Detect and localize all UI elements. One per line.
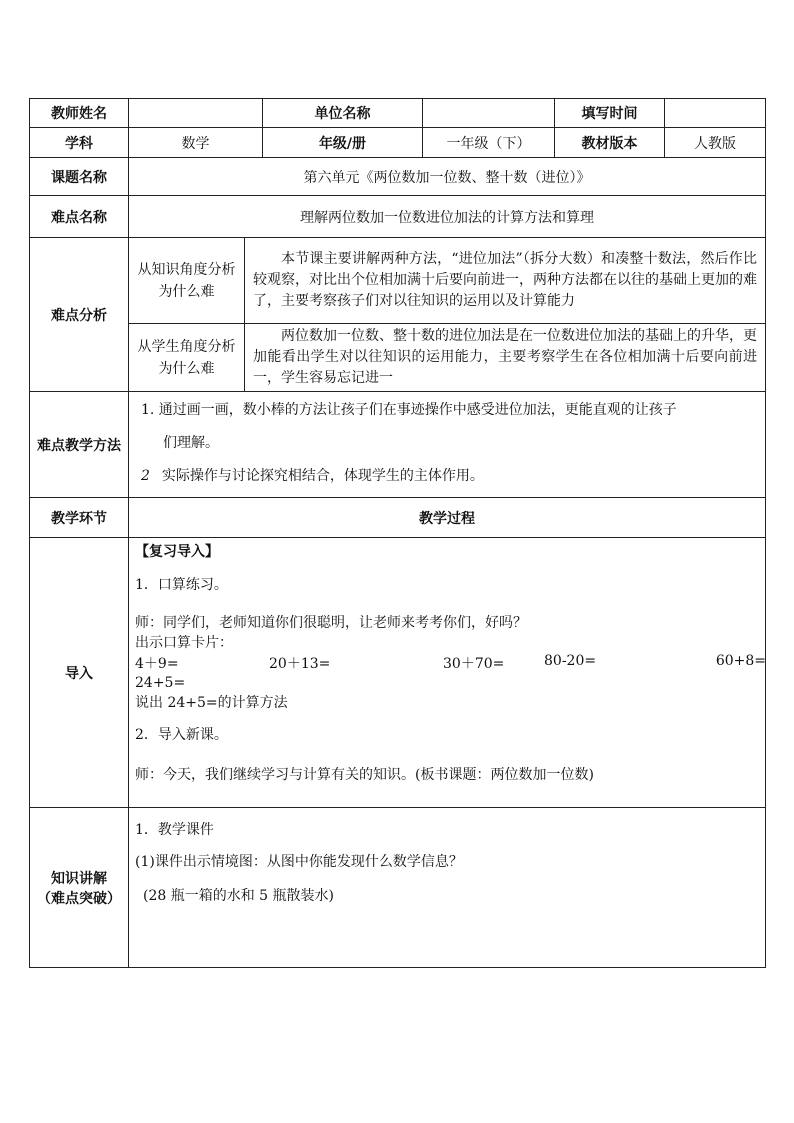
- intro-step-2: 2．导入新课。: [135, 727, 228, 743]
- intro-label: 导入: [30, 538, 129, 808]
- process-label: 教学过程: [129, 498, 766, 538]
- intro-teacher-line-2: 师：今天，我们继续学习与计算有关的知识。(板书课题：两位数加一位数): [135, 767, 594, 783]
- intro-explain-line: 说出 24+5=的计算方法: [135, 695, 288, 711]
- topic-row: [30, 158, 766, 196]
- student-angle-text: 两位数加一位数、整十数的进位加法是在一位数进位加法的基础上的升华，更加能看出学生对以往知识的运用能力，主要考察学生在各位相加满十后要向前进一，学生容易忘记进一: [245, 324, 766, 392]
- topic-value: 第六单元《两位数加一位数、整十数（进位）》: [129, 158, 766, 196]
- knowledge-row: [30, 808, 766, 968]
- textbook-value: 人教版: [665, 128, 766, 158]
- stage-label: 教学环节: [30, 498, 129, 538]
- difficulty-label: 难点名称: [30, 196, 129, 238]
- calc-wrap: 24+5=: [135, 675, 186, 691]
- method-label: 难点教学方法: [30, 392, 129, 498]
- intro-row: [30, 538, 766, 808]
- knowledge-item-1-answer: (28 瓶一箱的水和 5 瓶散装水): [143, 888, 334, 904]
- unit-name-value[interactable]: [423, 99, 555, 128]
- knowledge-angle-label: 从知识角度分析为什么难: [129, 238, 245, 324]
- unit-name-label: 单位名称: [263, 99, 423, 128]
- header-row-2: [30, 128, 766, 158]
- fill-time-value[interactable]: [665, 99, 766, 128]
- knowledge-angle-text: 本节课主要讲解两种方法，“进位加法”（拆分大数）和凑整十数法，然后作比较观察，对比出个位相加满十后要向前进一，两种方法都在以往的基础上更加的难了，主要考察孩子们对以往知识的运用以及计算能力: [245, 238, 766, 324]
- subject-label: 学科: [30, 128, 129, 158]
- analysis-student-row: [30, 324, 766, 392]
- knowledge-content: [129, 808, 766, 968]
- calc-item: 60+8=: [715, 653, 766, 669]
- fill-time-label: 填写时间: [555, 99, 665, 128]
- intro-step-1: 1．口算练习。: [135, 577, 228, 593]
- method-row: [30, 392, 766, 498]
- intro-teacher-line: 师：同学们，老师知道你们很聪明，让老师来考考你们，好吗？: [135, 615, 527, 631]
- method-item-2-text: 实际操作与讨论探究相结合，体现学生的主体作用。: [161, 468, 484, 484]
- method-item-2-number: 2: [141, 468, 150, 484]
- knowledge-step-1: 1．教学课件: [135, 822, 214, 838]
- calc-item: 20＋13=: [269, 656, 331, 672]
- knowledge-label-line-2: （难点突破）: [37, 890, 121, 907]
- method-item-1-line-1: 1. 通过画一画，数小棒的方法让孩子们在事迹操作中感受进位加法，更能直观的让孩子: [141, 402, 677, 418]
- intro-cards-line: 出示口算卡片：: [135, 635, 233, 651]
- knowledge-item-1: (1)课件出示情境图：从图中你能发现什么数学信息？: [135, 854, 463, 870]
- grade-value: 一年级（下）: [423, 128, 555, 158]
- header-row-1: [30, 99, 766, 128]
- method-item-2: [135, 460, 759, 493]
- method-content: [129, 392, 766, 498]
- student-angle-label: 从学生角度分析为什么难: [129, 324, 245, 392]
- intro-heading: 【复习导入】: [135, 544, 219, 560]
- teacher-name-value[interactable]: [129, 99, 263, 128]
- analysis-label: 难点分析: [30, 238, 129, 392]
- calc-item: 80-20=: [544, 653, 597, 669]
- calc-item: 4＋9=: [135, 656, 179, 672]
- subject-value: 数学: [129, 128, 263, 158]
- process-header-row: [30, 498, 766, 538]
- method-item-1-line-2: 们理解。: [163, 435, 219, 451]
- calc-row: [135, 653, 766, 673]
- intro-content: [129, 538, 766, 808]
- knowledge-label-line-1: 知识讲解: [51, 870, 107, 887]
- topic-label: 课题名称: [30, 158, 129, 196]
- knowledge-label: [30, 808, 129, 968]
- calc-item: 30＋70=: [443, 656, 505, 672]
- teacher-name-label: 教师姓名: [30, 99, 129, 128]
- difficulty-value: 理解两位数加一位数进位加法的计算方法和算理: [129, 196, 766, 238]
- analysis-knowledge-row: [30, 238, 766, 324]
- difficulty-row: [30, 196, 766, 238]
- grade-label: 年级/册: [263, 128, 423, 158]
- lesson-plan-table: [29, 98, 766, 968]
- textbook-label: 教材版本: [555, 128, 665, 158]
